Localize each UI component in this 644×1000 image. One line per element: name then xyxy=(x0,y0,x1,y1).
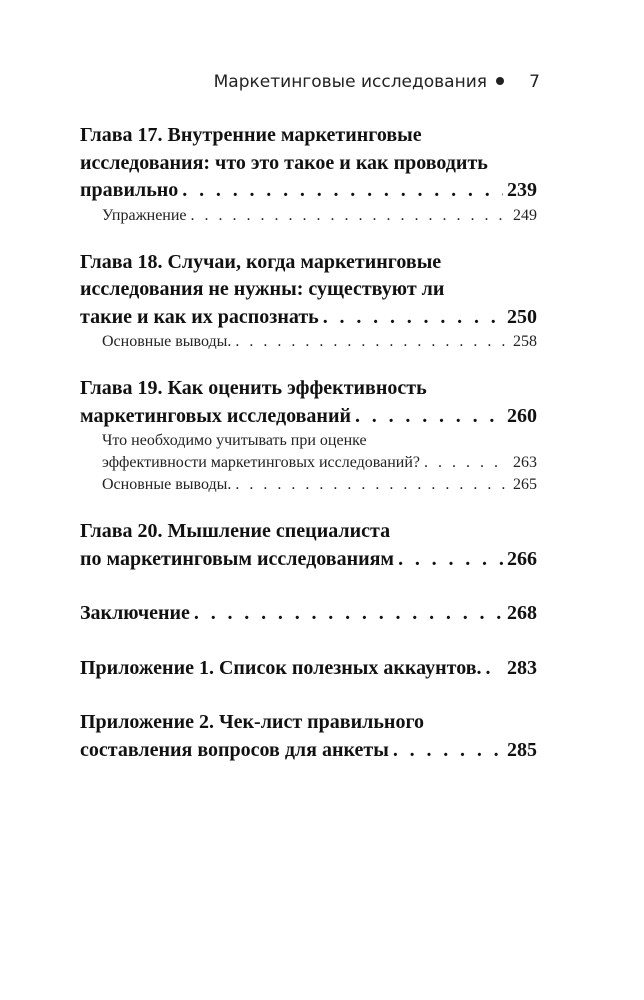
toc-page-number: 263 xyxy=(513,454,537,471)
toc-subentry-key-findings[interactable] xyxy=(80,474,537,496)
dot-leader xyxy=(191,205,509,227)
toc-entry-title-line: исследования не нужны: существуют ли xyxy=(80,278,445,300)
toc-subentry-key-findings[interactable] xyxy=(80,331,537,353)
running-head xyxy=(80,72,540,92)
toc-entry-title-line: составления вопросов для анкеты xyxy=(80,738,389,761)
dot-leader xyxy=(194,600,503,628)
toc-entry-conclusion[interactable] xyxy=(80,600,537,628)
dot-leader xyxy=(398,546,503,574)
toc-entry-title-line: Глава 18. Случаи, когда маркетинговые xyxy=(80,250,442,273)
toc-entry-title-line: Приложение 1. Список полезных аккаунтов. xyxy=(80,656,482,679)
toc-subentry-title: Основные выводы. xyxy=(102,333,232,350)
toc-entry-title-line: Глава 17. Внутренние маркетинговые xyxy=(80,124,422,146)
toc-page-number: 283 xyxy=(507,656,537,679)
toc-page-number: 249 xyxy=(513,206,537,224)
running-title: Маркетинговые исследования xyxy=(213,72,487,92)
toc-entry-chapter-18[interactable] xyxy=(80,249,537,354)
toc-page-number: 239 xyxy=(507,179,537,201)
toc-subentry-exercise[interactable] xyxy=(80,205,537,227)
dot-leader xyxy=(486,655,503,683)
bullet-separator xyxy=(496,77,504,85)
toc-entry-title-line: Приложение 2. Чек-лист правильного xyxy=(80,711,425,733)
page-number: 7 xyxy=(529,72,540,92)
toc-entry-title-line: маркетинговых исследований xyxy=(80,404,351,427)
dot-leader xyxy=(393,737,503,765)
toc-subentry-title: Что необходимо учитывать при оценке xyxy=(102,432,367,449)
toc-entry-chapter-17[interactable] xyxy=(80,122,537,227)
toc-entry-chapter-20[interactable] xyxy=(80,518,537,573)
toc-subentry-title: Упражнение xyxy=(102,206,187,224)
table-of-contents xyxy=(80,122,537,791)
toc-entry-title-line: правильно xyxy=(80,179,179,201)
toc-entry-appendix-1[interactable] xyxy=(80,655,537,683)
toc-entry-title-line: Заключение xyxy=(80,602,190,624)
toc-page-number: 268 xyxy=(507,602,537,624)
toc-subentry-evaluation-factors[interactable] xyxy=(80,430,537,474)
toc-entry-title-line: Глава 19. Как оценить эффективность xyxy=(80,377,427,399)
toc-entry-title-line: такие и как их распознать xyxy=(80,305,319,328)
toc-page-number: 258 xyxy=(513,333,537,350)
toc-entry-title-line: по маркетинговым исследованиям xyxy=(80,547,395,570)
toc-page-number: 266 xyxy=(507,547,537,570)
dot-leader xyxy=(235,474,509,496)
toc-subentry-title: Основные выводы. xyxy=(102,476,232,493)
toc-page-number: 250 xyxy=(507,305,537,328)
dot-leader xyxy=(235,331,509,353)
toc-page-number: 265 xyxy=(513,476,537,493)
toc-entry-title-line: Глава 20. Мышление специалиста xyxy=(80,520,391,542)
dot-leader xyxy=(323,304,503,332)
dot-leader xyxy=(424,452,509,474)
toc-page-number: 260 xyxy=(507,404,537,427)
toc-page-number: 285 xyxy=(507,738,537,761)
dot-leader xyxy=(182,177,503,205)
dot-leader xyxy=(355,403,503,431)
toc-entry-chapter-19[interactable] xyxy=(80,375,537,496)
toc-entry-title-line: исследования: что это такое и как проводить xyxy=(80,151,488,174)
toc-subentry-title: эффективности маркетинговых исследований? xyxy=(102,454,420,471)
toc-entry-appendix-2[interactable] xyxy=(80,709,537,764)
